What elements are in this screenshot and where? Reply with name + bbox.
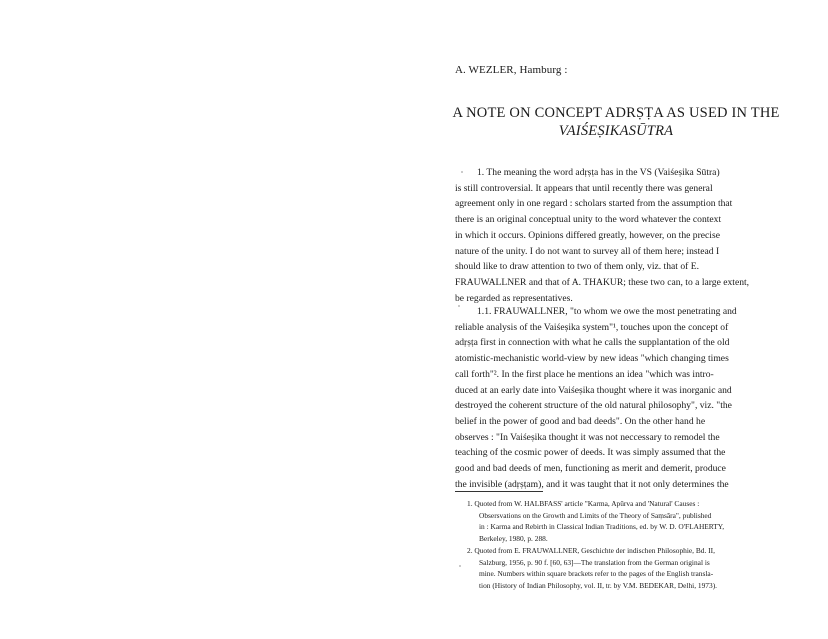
paragraph-2 <box>455 304 783 492</box>
paragraph-line: nature of the unity. I do not want to survey all of them here; instead I <box>455 245 720 257</box>
paragraph-line: belief in the power of good and bad deeds". On the other hand he <box>455 415 706 427</box>
paragraph-line: good and bad deeds of men, functioning as merit and demerit, produce <box>455 463 726 475</box>
paragraph-line: observes : "In Vaiśeṣika thought it was not neccessary to remodel the <box>455 431 720 443</box>
paragraph-line: adṛṣṭa first in connection with what he calls the supplantation of the old <box>455 337 730 349</box>
paragraph-line: in which it occurs. Opinions differed greatly, however, on the precise <box>455 229 720 241</box>
paragraph-line: FRAUWALLNER and that of A. THAKUR; these two can, to a large extent, <box>455 276 750 288</box>
paragraph-line: there is an original conceptual unity to the word whatever the context <box>455 214 722 226</box>
footnote-line: Salzburg, 1956, p. 90 f. [60, 63]—The translation from the German original is <box>479 557 710 567</box>
paragraph-line: be regarded as representatives. <box>455 292 573 304</box>
footnote-line: in : Karma and Rebirth in Classical Indian Traditions, ed. by W. D. O'FLAHERTY, <box>479 522 725 532</box>
paragraph-line: 1.1. FRAUWALLNER, "to whom we owe the most penetrating and <box>477 306 737 317</box>
paragraph-line: the invisible (adṛṣṭam), and it was taught that it not only determines the <box>455 478 729 490</box>
paragraph-line: reliable analysis of the Vaiśeṣika system"¹, touches upon the concept of <box>455 321 729 333</box>
scan-speck <box>459 565 461 567</box>
paragraph-1 <box>455 165 783 306</box>
paragraph-line: is still controversial. It appears that until recently there was general <box>455 182 713 194</box>
paragraph-line: call forth"². In the first place he mentions an idea "which was intro- <box>455 368 714 380</box>
paragraph-line: teaching of the cosmic power of deeds. It was simply assumed that the <box>455 447 726 459</box>
footnote-line: mine. Numbers within square brackets refer to the pages of the English transla- <box>479 569 714 579</box>
footnote-line: Berkeley, 1980, p. 288. <box>479 533 548 543</box>
scan-speck <box>461 171 463 173</box>
footnote-line: 2. Quoted from E. FRAUWALLNER, Geschichte der indischen Philosophie, Bd. II, <box>467 546 715 555</box>
paragraph-line: should like to draw attention to two of them only, viz. that of E. <box>455 261 699 273</box>
footnote-line: 1. Quoted from W. HALBFASS' article "Karma, Apūrva and 'Natural' Causes : <box>467 499 700 508</box>
author-line: A. WEZLER, Hamburg : <box>455 64 568 76</box>
paragraph-line: duced at an early date into Vaiśeṣika thought where it was inorganic and <box>455 384 732 396</box>
title-line-1: A NOTE ON CONCEPT ADRṢṬA AS USED IN THE <box>452 105 780 121</box>
scan-speck <box>458 305 460 307</box>
footnote-divider <box>455 491 543 492</box>
footnote-line: Obsersvations on the Growth and Limits of the Theory of Saṃsāra", published <box>479 510 712 520</box>
paragraph-line: 1. The meaning the word adṛṣṭa has in the VS (Vaiśeṣika Sūtra) <box>477 167 720 178</box>
footnote-2 <box>467 545 785 591</box>
footnote-1 <box>467 498 785 544</box>
paragraph-line: destroyed the coherent structure of the old natural philosophy", viz. "the <box>455 400 732 412</box>
footnote-line: tion (History of Indian Philosophy, vol. II, tr. by V.M. BEDEKAR, Delhi, 1973). <box>479 580 717 590</box>
title-line-2: VAIŚEṢIKASŪTRA <box>558 123 674 139</box>
article-title <box>440 104 792 140</box>
paragraph-line: atomistic-mechanistic world-view by new ideas "which changing times <box>455 353 729 365</box>
paragraph-line: agreement only in one regard : scholars started from the assumption that <box>455 198 733 210</box>
